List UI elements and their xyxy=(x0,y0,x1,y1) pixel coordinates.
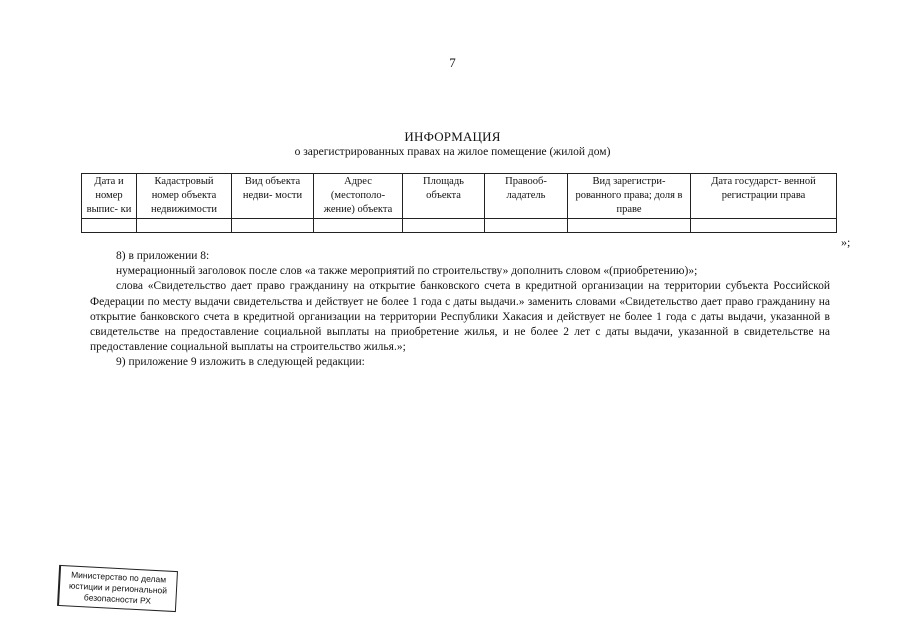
header-area: Площадь объекта xyxy=(403,174,485,219)
header-address: Адрес (местополо- жение) объекта xyxy=(314,174,403,219)
paragraph: 8) в приложении 8: xyxy=(116,250,210,262)
table-cell xyxy=(485,219,568,233)
header-right-type: Вид зарегистри- рованного права; доля в праве xyxy=(568,174,691,219)
table-cell xyxy=(403,219,485,233)
table-cell xyxy=(314,219,403,233)
ministry-stamp xyxy=(57,565,178,612)
header-object-type: Вид объекта недви- мости xyxy=(232,174,314,219)
header-registration-date: Дата государст- венной регистрации права xyxy=(691,174,837,219)
table-row xyxy=(82,219,837,233)
info-table xyxy=(81,173,837,233)
paragraph: слова «Свидетельство дает право гражданину на открытие банковского счета в кредитной организации на территории субъекта Российской Федерации по месту выдачи свидетельства и действует не более 1 года с даты выдачи.» заменить словами «Свидетельство дает право гражданину на открытие банковского счета в кредитной организации на территории Республики Хакасия и действует не более 1 года с даты выдачи, указанной в свидетельстве на предоставление социальной выплаты на приобретение жилья, и не более 2 лет с даты выдачи, указанной в свидетельстве на предоставление социальной выплаты на строительство жилья.»; xyxy=(90,280,830,354)
table-cell xyxy=(568,219,691,233)
table-close-quote: »; xyxy=(841,235,851,249)
stamp-line: Министерство по делам xyxy=(70,569,167,585)
header-cadastral-number: Кадастровый номер объекта недвижимости xyxy=(137,174,232,219)
page-number: 7 xyxy=(449,55,456,70)
table-header-row xyxy=(82,174,837,219)
document-title: ИНФОРМАЦИЯ xyxy=(404,129,501,144)
stamp-line: безопасности РХ xyxy=(83,592,152,606)
header-extract-date: Дата и номер выпис- ки xyxy=(82,174,137,219)
table-cell xyxy=(232,219,314,233)
table-cell xyxy=(691,219,837,233)
paragraph: 9) приложение 9 изложить в следующей редакции: xyxy=(116,356,365,369)
header-owner: Правооб- ладатель xyxy=(485,174,568,219)
body-text xyxy=(90,249,830,371)
table-cell xyxy=(82,219,137,233)
paragraph: нумерационный заголовок после слов «а также мероприятий по строительству» дополнить словом «(приобретению)»; xyxy=(116,265,698,278)
document-subtitle: о зарегистрированных правах на жилое помещение (жилой дом) xyxy=(294,146,611,158)
stamp-line: юстиции и региональной xyxy=(68,580,168,596)
table-cell xyxy=(137,219,232,233)
